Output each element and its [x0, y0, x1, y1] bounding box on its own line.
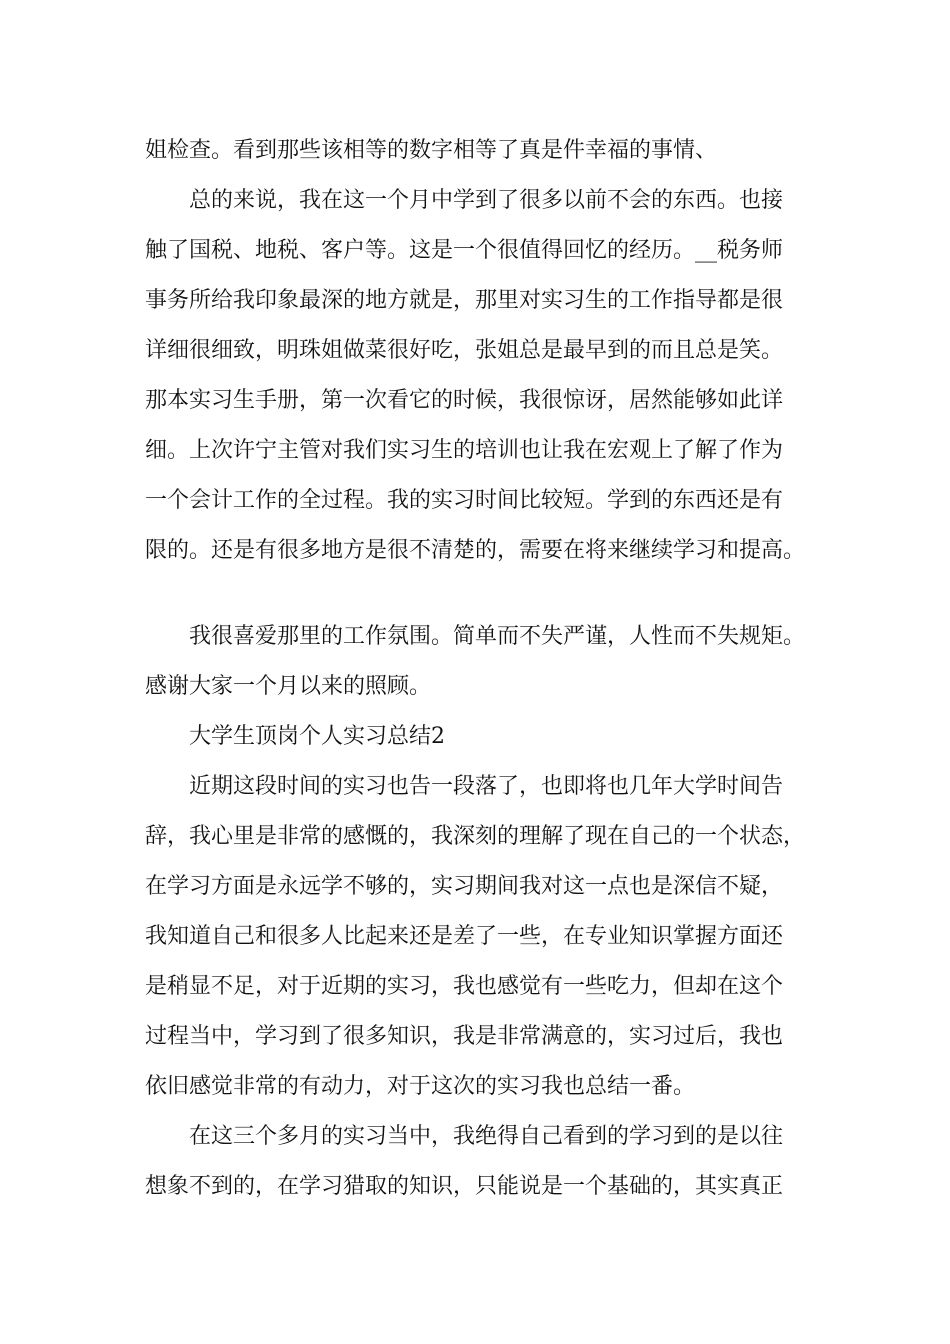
text-line: 那本实习生手册，第一次看它的时候，我很惊讶，居然能够如此详: [145, 388, 784, 413]
text-line: 限的。还是有很多地方是很不清楚的，需要在将来继续学习和提高。: [145, 538, 806, 563]
section-heading: 大学生顶岗个人实习总结2: [189, 724, 445, 749]
text-line: 事务所给我印象最深的地方就是，那里对实习生的工作指导都是很: [145, 288, 784, 313]
text-line: 想象不到的，在学习猎取的知识，只能说是一个基础的，其实真正: [145, 1174, 784, 1199]
text-line: 在学习方面是永远学不够的，实习期间我对这一点也是深信不疑，: [145, 874, 784, 899]
text-line: 触了国税、地税、客户等。这是一个很值得回忆的经历。__税务师: [145, 238, 784, 263]
paragraph-start-line: 近期这段时间的实习也告一段落了，也即将也几年大学时间告: [189, 774, 784, 799]
text-line: 细。上次许宁主管对我们实习生的培训也让我在宏观上了解了作为: [145, 438, 784, 463]
text-line: 过程当中，学习到了很多知识，我是非常满意的，实习过后，我也: [145, 1024, 784, 1049]
text-line: 姐检查。看到那些该相等的数字相等了真是件幸福的事情、: [145, 138, 718, 163]
paragraph-start-line: 在这三个多月的实习当中，我绝得自己看到的学习到的是以往: [189, 1124, 784, 1149]
paragraph-start-line: 我很喜爱那里的工作氛围。简单而不失严谨，人性而不失规矩。: [189, 624, 806, 649]
text-line: 是稍显不足，对于近期的实习，我也感觉有一些吃力，但却在这个: [145, 974, 784, 999]
text-line: 辞，我心里是非常的感慨的，我深刻的理解了现在自己的一个状态，: [145, 824, 806, 849]
text-line: 我知道自己和很多人比起来还是差了一些，在专业知识掌握方面还: [145, 924, 784, 949]
paragraph-gap: [145, 576, 825, 612]
paragraph-start-line: 总的来说，我在这一个月中学到了很多以前不会的东西。也接: [189, 188, 784, 213]
text-line: 感谢大家一个月以来的照顾。: [145, 674, 432, 699]
document-body: [145, 126, 825, 1212]
text-line: 详细很细致，明珠姐做菜很好吃，张姐总是最早到的而且总是笑。: [145, 338, 784, 363]
text-line: 一个会计工作的全过程。我的实习时间比较短。学到的东西还是有: [145, 488, 784, 513]
text-line: 依旧感觉非常的有动力，对于这次的实习我也总结一番。: [145, 1074, 696, 1099]
